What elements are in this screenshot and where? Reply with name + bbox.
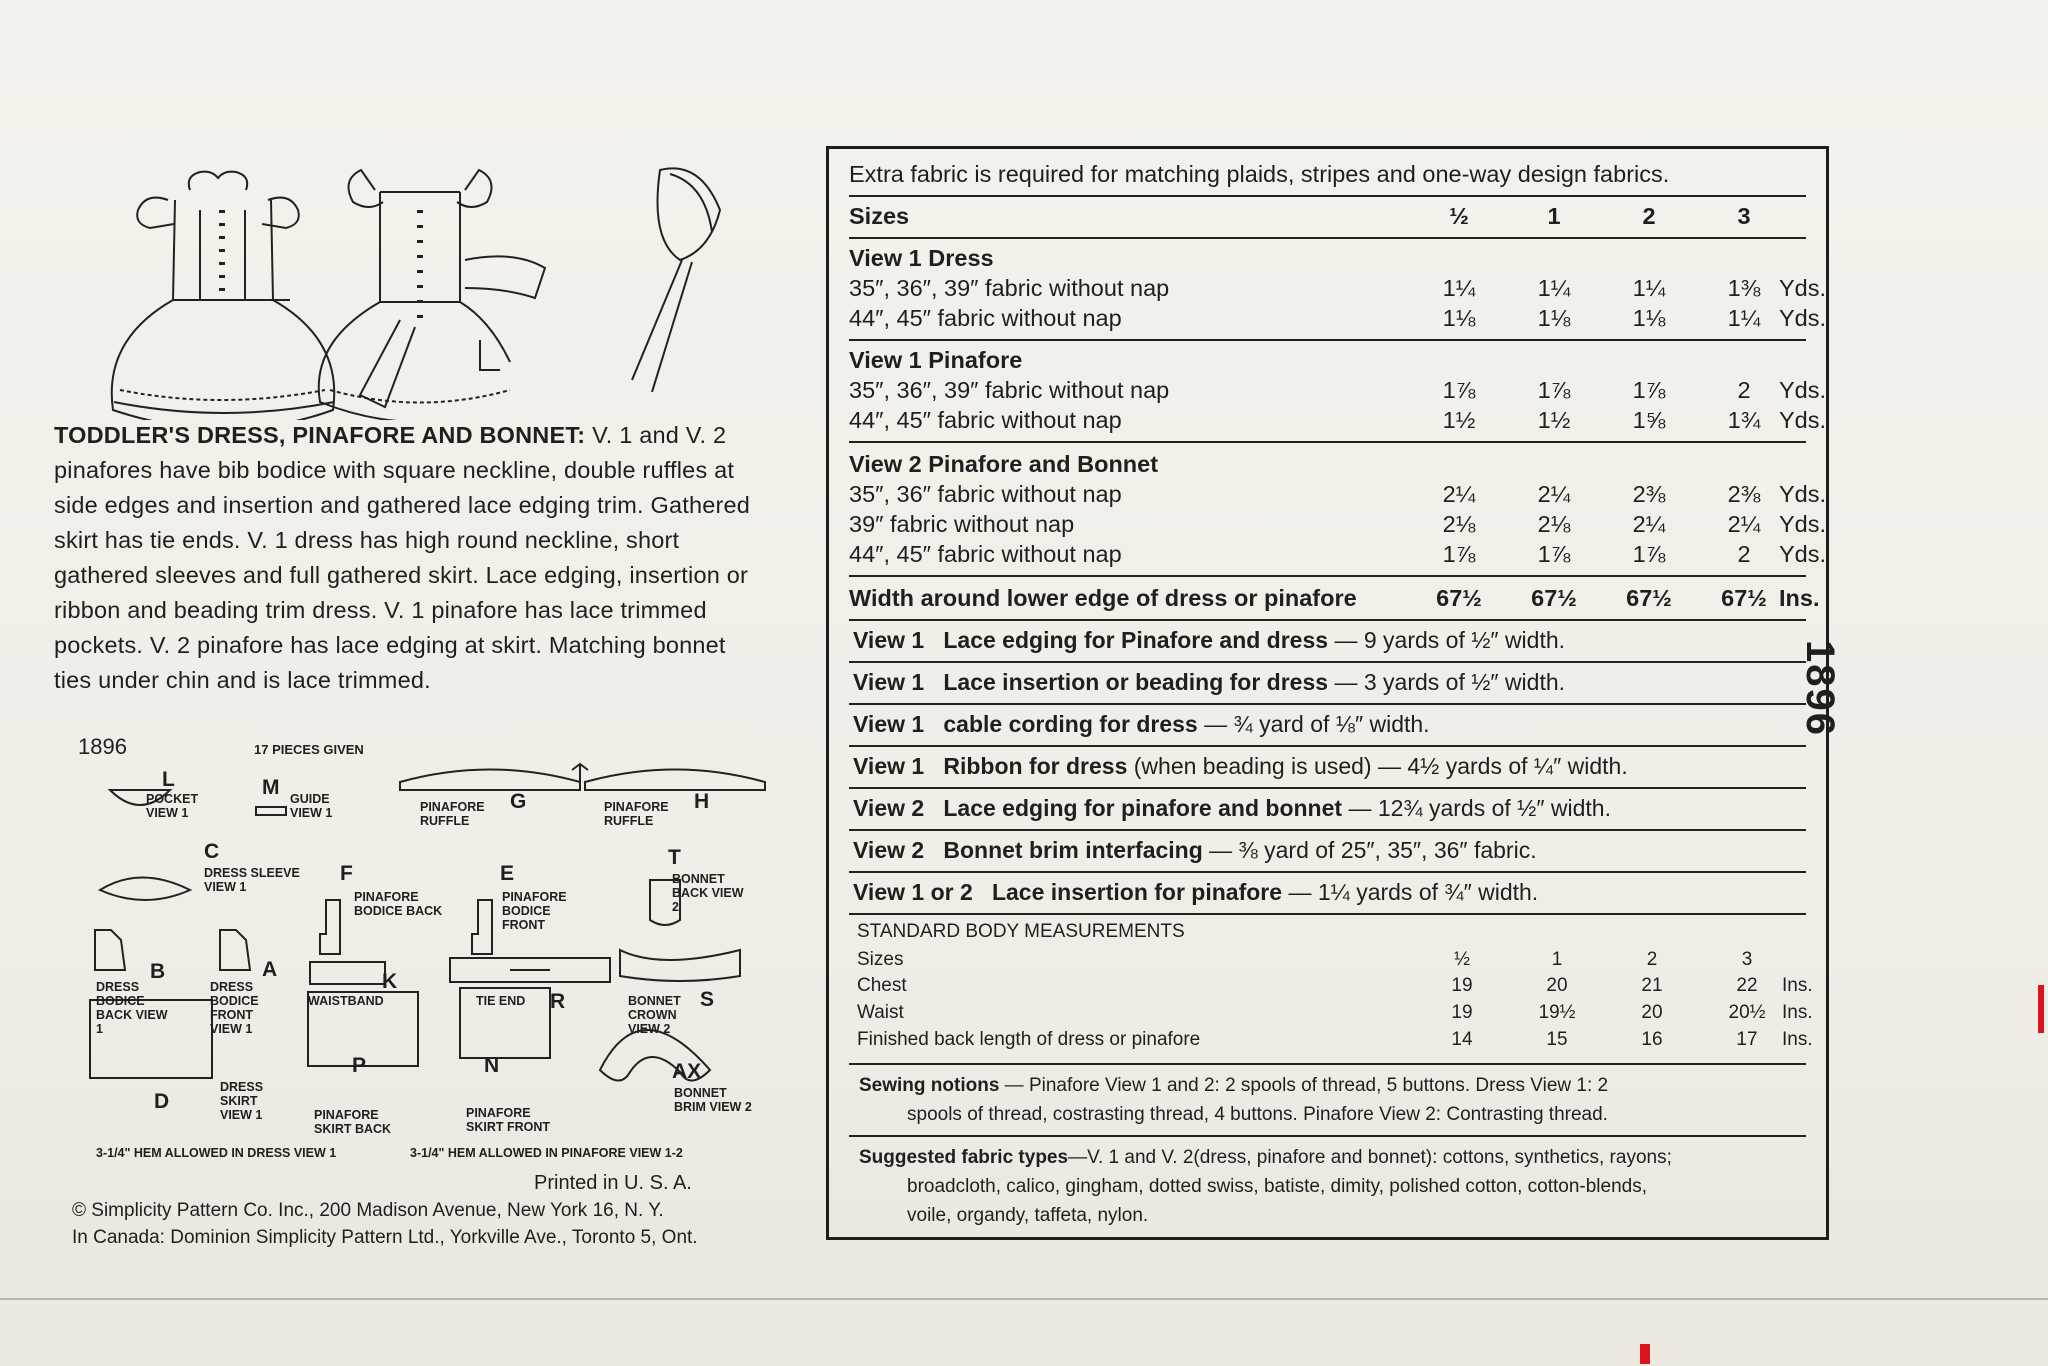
fabric-value: 1⅞ — [1442, 377, 1476, 403]
body-unit: Ins. — [1782, 1002, 1813, 1023]
fabric-row-label: 44″, 45″ fabric without nap — [849, 305, 1122, 331]
body-measurements-title: STANDARD BODY MEASUREMENTS — [857, 921, 1185, 942]
notion-view: View 1 — [853, 669, 925, 695]
body-row-label: Finished back length of dress or pinafore — [857, 1029, 1201, 1050]
piece-letter-a: A — [262, 958, 278, 981]
notion-row — [853, 795, 1611, 822]
sewing-notions-text: spools of thread, costrasting thread, 4 buttons. Pinafore View 2: Contrasting thread. — [907, 1104, 1608, 1125]
size-col: 2 — [1642, 203, 1656, 229]
body-value: 17 — [1736, 1029, 1758, 1050]
fabric-value: 1¾ — [1727, 407, 1761, 433]
size-col: 3 — [1737, 203, 1751, 229]
garment-illustrations — [50, 150, 770, 420]
fabric-row — [849, 407, 1827, 434]
fabric-types-text: voile, organdy, taffeta, nylon. — [907, 1205, 1149, 1226]
bonnet-illustration — [632, 168, 720, 392]
fabric-unit: Yds. — [1779, 481, 1827, 507]
piece-letter-g: G — [510, 790, 527, 813]
body-value: 22 — [1736, 975, 1758, 996]
piece-letter-ax: AX — [672, 1060, 702, 1083]
fabric-row — [849, 511, 1827, 538]
section-heading: View 1 Pinafore — [849, 347, 1023, 373]
body-value: 20 — [1546, 975, 1568, 996]
notion-item: Lace insertion for pinafore — [991, 879, 1283, 905]
fabric-value: 2 — [1737, 541, 1751, 567]
extra-fabric-note: Extra fabric is required for matching plaids, stripes and one-way design fabrics. — [849, 161, 1670, 187]
fabric-value: 1⅞ — [1632, 377, 1666, 403]
body-row-label: Chest — [857, 975, 907, 996]
fabric-row-label: 44″, 45″ fabric without nap — [849, 541, 1122, 567]
fabric-row — [849, 481, 1827, 508]
fabric-row-label: 35″, 36″ fabric without nap — [849, 481, 1122, 507]
section-heading: View 1 Dress — [849, 245, 994, 271]
fabric-row-label: 35″, 36″, 39″ fabric without nap — [849, 275, 1170, 301]
fabric-value: 2¼ — [1537, 481, 1571, 507]
size-col: 1 — [1547, 203, 1561, 229]
fabric-value: 1⅛ — [1632, 305, 1666, 331]
body-size-col: 2 — [1646, 949, 1658, 970]
piece-label-n: PINAFORE SKIRT FRONT — [466, 1106, 551, 1134]
size-col: ½ — [1449, 203, 1469, 229]
notion-item: Lace insertion or beading for dress — [943, 669, 1329, 695]
fabric-value: 1⅜ — [1727, 275, 1761, 301]
notion-item: cable cording for dress — [943, 711, 1198, 737]
fabric-row — [849, 305, 1827, 332]
notion-view: View 1 — [853, 627, 925, 653]
notion-row — [853, 879, 1538, 906]
pieces-given-count: 17 PIECES GIVEN — [254, 742, 364, 757]
body-unit: Ins. — [1782, 975, 1813, 996]
fabric-value: 1¼ — [1537, 275, 1571, 301]
sewing-notions — [859, 1071, 1809, 1129]
sewing-notions-text: — Pinafore View 1 and 2: 2 spools of thread, 5 buttons. Dress View 1: 2 — [1004, 1075, 1609, 1096]
piece-letter-l: L — [162, 768, 175, 791]
width-value: 67½ — [1626, 585, 1672, 611]
body-value: 16 — [1641, 1029, 1663, 1050]
fabric-unit: Yds. — [1779, 305, 1827, 331]
description-title: TODDLER'S DRESS, PINAFORE AND BONNET: — [54, 422, 586, 448]
body-row — [857, 1029, 1813, 1051]
piece-label-d: DRESS SKIRT VIEW 1 — [220, 1080, 264, 1122]
fabric-row-label: 44″, 45″ fabric without nap — [849, 407, 1122, 433]
fabric-row-label: 39″ fabric without nap — [849, 511, 1075, 537]
body-value: 14 — [1451, 1029, 1473, 1050]
piece-label-r: TIE END — [476, 994, 526, 1008]
red-edge-mark — [1640, 1344, 1650, 1364]
fabric-value: 1¼ — [1727, 305, 1761, 331]
piece-letter-c: C — [204, 840, 220, 863]
piece-letter-s: S — [700, 988, 715, 1011]
body-value: 19 — [1451, 1002, 1473, 1023]
fabric-unit: Yds. — [1779, 377, 1827, 403]
piece-label-f: PINAFORE BODICE BACK — [354, 890, 443, 918]
notion-view: View 2 — [853, 795, 925, 821]
body-value: 19½ — [1538, 1002, 1576, 1023]
piece-letter-n: N — [484, 1054, 500, 1077]
body-size-col: 1 — [1551, 949, 1563, 970]
copyright-line-1: © Simplicity Pattern Co. Inc., 200 Madison Avenue, New York 16, N. Y. — [72, 1200, 664, 1221]
body-row — [857, 975, 1813, 997]
printed-in: Printed in U. S. A. — [534, 1172, 692, 1194]
fabric-value: 1¼ — [1632, 275, 1666, 301]
sizes-label: Sizes — [849, 203, 910, 229]
fabric-value: 2¼ — [1727, 511, 1761, 537]
width-value: 67½ — [1721, 585, 1767, 611]
piece-letter-t: T — [668, 846, 681, 869]
body-size-col: ½ — [1454, 949, 1470, 970]
hem-note-pinafore: 3-1/4" HEM ALLOWED IN PINAFORE VIEW 1-2 — [410, 1146, 683, 1160]
fabric-value: 2⅛ — [1442, 511, 1476, 537]
notion-item: Bonnet brim interfacing — [943, 837, 1203, 863]
piece-label-c: DRESS SLEEVE VIEW 1 — [204, 866, 300, 894]
side-pattern-number: 1896 — [1798, 640, 1842, 737]
sewing-notions-label: Sewing notions — [859, 1075, 1000, 1096]
piece-label-a: DRESS BODICE FRONT VIEW 1 — [210, 980, 259, 1036]
copyright-line-2: In Canada: Dominion Simplicity Pattern Ltd., Yorkville Ave., Toronto 5, Ont. — [72, 1227, 698, 1248]
width-unit: Ins. — [1779, 585, 1820, 611]
body-value: 20½ — [1728, 1002, 1766, 1023]
piece-label-t: BONNET BACK VIEW 2 — [672, 872, 744, 914]
piece-label-s: BONNET CROWN VIEW 2 — [628, 994, 681, 1036]
piece-label-k: WAISTBAND — [308, 994, 384, 1008]
notion-row — [853, 711, 1430, 738]
notion-amount: — 3 yards of ½″ width. — [1334, 669, 1566, 695]
fabric-types-text: broadcloth, calico, gingham, dotted swiss, batiste, dimity, polished cotton, cotton-blends, — [907, 1176, 1647, 1197]
description-text: V. 1 and V. 2 pinafores have bib bodice with square neckline, double ruffles at side edges and insertion and gathered lace edging trim. Gathered skirt has tie ends. V. 1 dress has high round neckline, short gathered sleeves and full gathered skirt. Lace edging, insertion or ribbon and beading trim dress. V. 1 pinafore has lace trimmed pockets. V. 2 pinafore has lace edging at skirt. Matching bonnet ties under chin and is lace trimmed. — [54, 422, 751, 693]
fabric-value: 1½ — [1442, 407, 1476, 433]
fabric-row — [849, 377, 1827, 404]
fabric-value: 2⅜ — [1632, 481, 1666, 507]
piece-label-m: GUIDE VIEW 1 — [290, 792, 333, 820]
fabric-value: 1⅞ — [1632, 541, 1666, 567]
body-sizes-row — [857, 949, 1807, 971]
body-value: 21 — [1641, 975, 1663, 996]
fabric-value: 1⅞ — [1537, 377, 1571, 403]
fabric-row — [849, 541, 1827, 568]
notion-item: Ribbon for dress — [943, 753, 1128, 779]
fabric-value: 2⅛ — [1537, 511, 1571, 537]
body-row — [857, 1002, 1813, 1024]
fabric-value: 1½ — [1537, 407, 1571, 433]
piece-label-h: PINAFORE RUFFLE — [604, 800, 669, 828]
copyright — [72, 1197, 832, 1251]
body-row-label: Waist — [857, 1002, 904, 1023]
fabric-requirements-box — [826, 146, 1829, 1240]
fabric-value: 1⅝ — [1632, 407, 1666, 433]
piece-letter-d: D — [154, 1090, 170, 1113]
fabric-types — [859, 1143, 1809, 1230]
body-value: 20 — [1641, 1002, 1663, 1023]
notion-view: View 1 — [853, 711, 925, 737]
notion-item: Lace edging for Pinafore and dress — [943, 627, 1329, 653]
piece-letter-p: P — [352, 1054, 367, 1077]
hem-note-dress: 3-1/4" HEM ALLOWED IN DRESS VIEW 1 — [96, 1146, 337, 1160]
sizes-header-row — [849, 203, 1806, 230]
fabric-value: 1⅛ — [1442, 305, 1476, 331]
piece-letter-f: F — [340, 862, 353, 885]
piece-letter-h: H — [694, 790, 710, 813]
piece-letter-k: K — [382, 970, 398, 993]
width-value: 67½ — [1531, 585, 1577, 611]
fabric-unit: Yds. — [1779, 407, 1827, 433]
piece-letter-r: R — [550, 990, 566, 1013]
notion-row — [853, 753, 1628, 780]
notion-row — [853, 627, 1565, 654]
body-sizes-label: Sizes — [857, 949, 904, 970]
piece-label-e: PINAFORE BODICE FRONT — [502, 890, 567, 932]
fabric-value: 1¼ — [1442, 275, 1476, 301]
piece-letter-m: M — [262, 776, 280, 799]
fabric-value: 2 — [1737, 377, 1751, 403]
pattern-number: 1896 — [78, 734, 127, 759]
fabric-unit: Yds. — [1779, 541, 1827, 567]
width-value: 67½ — [1436, 585, 1482, 611]
envelope-flap-fold — [0, 1298, 2048, 1366]
piece-label-p: PINAFORE SKIRT BACK — [314, 1108, 392, 1136]
width-row — [849, 585, 1820, 612]
fabric-value: 2¼ — [1632, 511, 1666, 537]
notion-amount: — 9 yards of ½″ width. — [1334, 627, 1566, 653]
notion-amount: — 1¼ yards of ¾″ width. — [1288, 879, 1539, 905]
fabric-row — [849, 275, 1827, 302]
fabric-value: 2¼ — [1442, 481, 1476, 507]
section-heading: View 2 Pinafore and Bonnet — [849, 451, 1159, 477]
notion-view: View 2 — [853, 837, 925, 863]
width-row-label: Width around lower edge of dress or pinafore — [849, 585, 1357, 611]
piece-label-g: PINAFORE RUFFLE — [420, 800, 485, 828]
piece-letter-b: B — [150, 960, 166, 983]
notion-amount: — ¾ yard of ⅛″ width. — [1204, 711, 1430, 737]
notion-amount: — 12¾ yards of ½″ width. — [1348, 795, 1611, 821]
red-edge-mark — [2038, 985, 2044, 1033]
body-size-col: 3 — [1741, 949, 1753, 970]
dress-view-1-illustration — [112, 172, 335, 420]
fabric-row-label: 35″, 36″, 39″ fabric without nap — [849, 377, 1170, 403]
notion-row — [853, 669, 1565, 696]
body-value: 19 — [1451, 975, 1473, 996]
piece-letter-e: E — [500, 862, 515, 885]
fabric-unit: Yds. — [1779, 511, 1827, 537]
notion-view: View 1 or 2 — [853, 879, 973, 905]
body-unit: Ins. — [1782, 1029, 1813, 1050]
piece-label-b: DRESS BODICE BACK VIEW 1 — [96, 980, 168, 1036]
notion-amount: — ⅜ yard of 25″, 35″, 36″ fabric. — [1209, 837, 1537, 863]
fabric-types-label: Suggested fabric types — [859, 1147, 1069, 1168]
fabric-value: 1⅛ — [1537, 305, 1571, 331]
piece-label-ax: BONNET BRIM VIEW 2 — [674, 1086, 752, 1114]
fabric-value: 1⅞ — [1537, 541, 1571, 567]
fabric-unit: Yds. — [1779, 275, 1827, 301]
pattern-description — [54, 418, 754, 698]
notion-item: Lace edging for pinafore and bonnet — [943, 795, 1343, 821]
piece-label-l: POCKET VIEW 1 — [146, 792, 199, 820]
notion-row — [853, 837, 1537, 864]
fabric-value: 2⅜ — [1727, 481, 1761, 507]
body-value: 15 — [1546, 1029, 1568, 1050]
pinafore-illustration — [319, 170, 545, 420]
notion-view: View 1 — [853, 753, 925, 779]
fabric-value: 1⅞ — [1442, 541, 1476, 567]
fabric-types-text: —V. 1 and V. 2(dress, pinafore and bonnet): cottons, synthetics, rayons; — [1068, 1147, 1672, 1168]
notion-amount: (when beading is used) — 4½ yards of ¼″ width. — [1133, 753, 1628, 779]
